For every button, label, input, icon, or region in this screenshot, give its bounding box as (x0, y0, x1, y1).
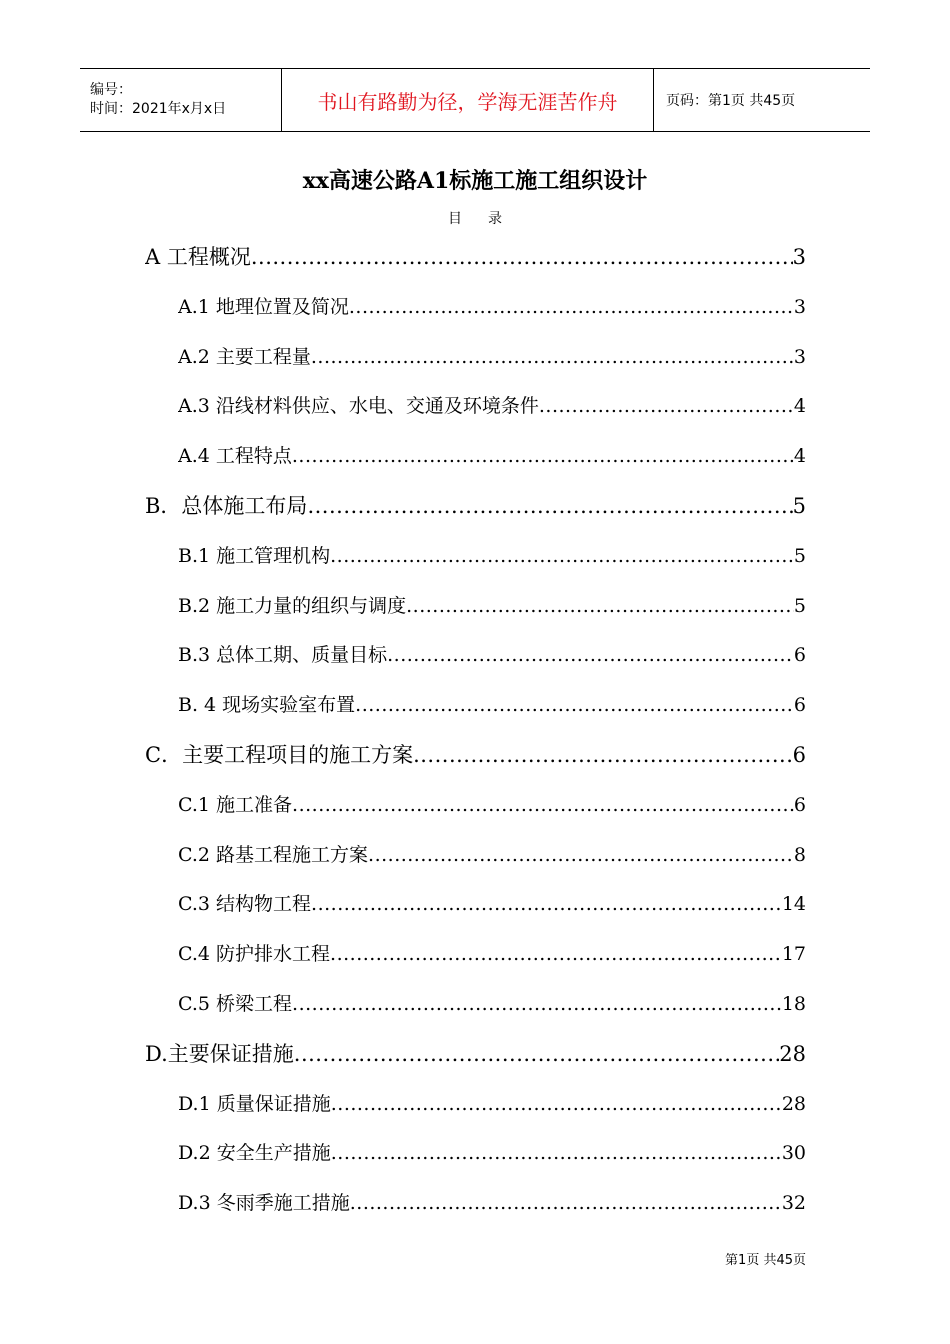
header-meta (80, 69, 282, 131)
toc-entry-page: 3 (793, 345, 806, 368)
toc-leader-dots (331, 1089, 782, 1119)
header-page-info: 页码：第1页 共45页 (666, 93, 796, 109)
toc-entry[interactable] (145, 1039, 806, 1069)
toc-entry-page: 6 (793, 644, 806, 667)
toc-entry[interactable] (145, 491, 806, 521)
toc-leader-dots (292, 790, 794, 820)
toc-leader-dots (349, 292, 794, 322)
toc-entry-page: 5 (792, 494, 806, 518)
toc-entry[interactable] (178, 441, 806, 471)
toc-entry-page: 28 (779, 1041, 806, 1066)
toc-leader-dots (355, 690, 794, 720)
toc-entry[interactable] (145, 740, 806, 770)
toc-leader-dots (330, 939, 782, 969)
toc-entry[interactable] (178, 1188, 806, 1218)
toc-leader-dots (539, 391, 794, 421)
toc-leader-dots (368, 840, 794, 870)
toc-entry[interactable] (178, 640, 806, 670)
toc-leader-dots (406, 591, 794, 621)
toc-entry[interactable] (178, 591, 806, 621)
document-title: xx高速公路A1标施工施工组织设计 (302, 168, 648, 194)
toc-leader-dots (307, 491, 792, 521)
toc-entry-title: C.4 防护排水工程 (178, 943, 331, 966)
toc-entry-page: 5 (793, 594, 806, 617)
toc-entry-page: 28 (781, 1092, 806, 1115)
toc-entry-page: 8 (793, 843, 806, 866)
toc-entry-page: 5 (793, 544, 806, 567)
toc-entry-title: C.1 施工准备 (178, 793, 293, 816)
toc-entry-page: 30 (781, 1142, 806, 1165)
toc-leader-dots (292, 441, 794, 471)
page-header (80, 68, 870, 132)
toc-entry-page: 6 (792, 743, 806, 767)
document-number-label: 编号： (90, 82, 132, 98)
toc-leader-dots (294, 1039, 780, 1069)
toc-entry-title: B.1 施工管理机构 (178, 544, 331, 567)
toc-entry-page: 6 (793, 694, 806, 717)
toc-entry-title: C.5 桥梁工程 (178, 993, 293, 1015)
toc-entry[interactable] (178, 939, 806, 969)
toc-entry-title: D.3 冬雨季施工措施 (178, 1192, 350, 1215)
toc-entry-page: 3 (792, 245, 806, 269)
toc-leader-dots (251, 242, 793, 272)
toc-entry-page: 18 (781, 993, 806, 1015)
toc-entry-page: 17 (781, 943, 806, 966)
toc-leader-dots (292, 989, 782, 1019)
toc-entry-title: C.3 结构物工程 (178, 893, 312, 916)
toc-leader-dots (311, 342, 794, 372)
toc-entry-title: D.2 安全生产措施 (178, 1142, 331, 1165)
toc-entry[interactable] (178, 1089, 806, 1119)
toc-entry-title: A.3 沿线材料供应、水电、交通及环境条件 (178, 395, 539, 418)
toc-leader-dots (387, 640, 794, 670)
toc-entry[interactable] (178, 840, 806, 870)
toc-entry[interactable] (178, 1138, 806, 1168)
toc-leader-dots (330, 541, 794, 571)
toc-entry[interactable] (178, 342, 806, 372)
toc-heading: 目录 (448, 211, 528, 227)
toc-leader-dots (311, 889, 782, 919)
toc-entry-page: 6 (793, 793, 806, 816)
toc-entry-page: 3 (793, 295, 806, 318)
header-motto: 书山有路勤为径，学海无涯苦作舟 (282, 69, 654, 131)
toc-entry-title: A 工程概况 (145, 245, 251, 269)
toc-entry-title: D.主要保证措施 (145, 1041, 294, 1066)
toc-entry-page: 32 (781, 1192, 806, 1215)
page-footer: 第1页 共45页 (725, 1253, 806, 1268)
toc-leader-dots (413, 740, 793, 770)
toc-entry-title: B.3 总体工期、质量目标 (178, 644, 388, 667)
toc-entry[interactable] (178, 292, 806, 322)
toc-entry[interactable] (178, 541, 806, 571)
toc-entry[interactable] (145, 242, 806, 272)
toc-entry[interactable] (178, 391, 806, 421)
toc-entry-title: D.1 质量保证措施 (178, 1092, 331, 1115)
toc-leader-dots (331, 1138, 782, 1168)
toc-entry[interactable] (178, 889, 806, 919)
toc-entry-title: B．总体施工布局 (145, 494, 308, 518)
toc-leader-dots (350, 1188, 782, 1218)
toc-entry-title: A.4 工程特点 (178, 445, 292, 468)
toc-entry-page: 4 (793, 395, 806, 418)
toc-entry-title: B.2 施工力量的组织与调度 (178, 594, 407, 617)
toc-entry-page: 14 (781, 893, 806, 916)
toc-entry-title: C.2 路基工程施工方案 (178, 843, 369, 866)
toc-entry-title: B. 4 现场实验室布置 (178, 694, 356, 717)
toc-entry-title: A.2 主要工程量 (178, 345, 311, 368)
toc-entry[interactable] (178, 690, 806, 720)
toc-entry[interactable] (178, 989, 806, 1019)
toc-entry-title: A.1 地理位置及简况 (178, 295, 349, 318)
toc-entry-page: 4 (793, 445, 806, 468)
toc-entry-title: C．主要工程项目的施工方案 (145, 743, 414, 767)
toc-entry[interactable] (178, 790, 806, 820)
document-time-label: 时间：2021年x月x日 (90, 101, 227, 117)
